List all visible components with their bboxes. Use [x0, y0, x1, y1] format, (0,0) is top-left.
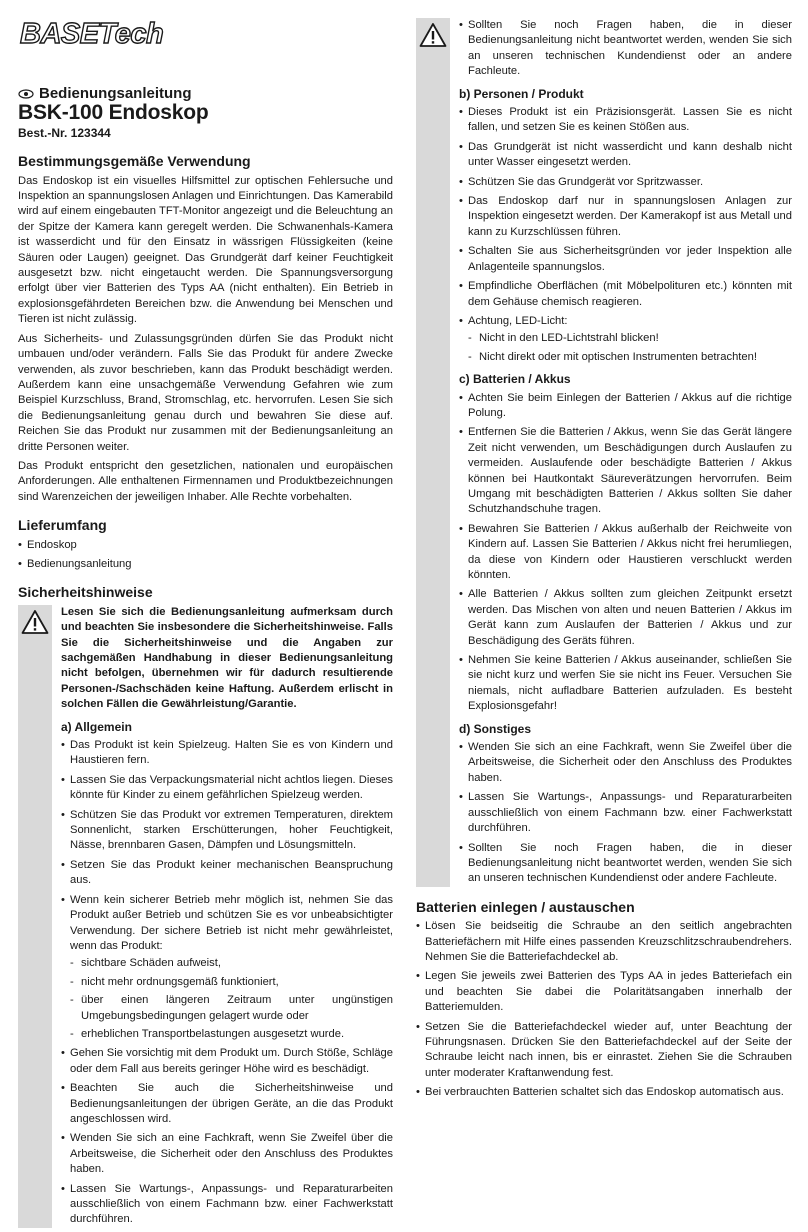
warning-icon	[21, 609, 49, 635]
list-item: • Lassen Sie Wartungs-, Anpassungs- und Reparaturarbeiten ausschließlich von einem Fachmann bzw. einer Fachwerkstatt durchführen.	[459, 790, 792, 836]
list-item: • Achten Sie beim Einlegen der Batterien / Akkus auf die richtige Polung.	[459, 391, 792, 422]
misc-heading: d) Sonstiges	[459, 721, 532, 736]
safety-intro: Lesen Sie sich die Bedienungsanleitung aufmerksam durch und beachten Sie insbesondere die Sicherheitshinweise. Falls Sie die Sicherheitshinweise und die Angaben zur sachgemäßen Handhabung in dieser Bedienungsanleitung nicht befolgen, übernehmen wir für dadurch resultierende Personen-/Sachschäden keine Haftung. Außerdem erlischt in solchen Fällen die Gewährleistung/Garantie.	[61, 605, 393, 711]
list-item: • Empfindliche Oberflächen (mit Möbelpolituren etc.) könnten mit dem Gehäuse chemisch reagieren.	[459, 279, 792, 310]
intended-use-paragraph: Das Endoskop ist ein visuelles Hilfsmittel zur optischen Fehlersuche und Inspektion an spannungslosen Anlagen und Einrichtungen. Das Kamerabild wird auf einem eingebauten TFT-Monitor angezeigt und die Beleuchtung an der Spitze der Kamera kann geregelt werden. Die Schwanenhals-Kamera ist wasserdicht und für den Einsatz in wässrigen Flüssigkeiten (keine Säuren oder Laugen) geeignet. Das Grundgerät darf keiner Feuchtigkeit ausgesetzt bzw. nicht eingetaucht werden. Die Spannungsversorgung erfolgt über vier Batterien des Typs AA (nicht enthalten). Ein Betrieb in explosionsgefährdeten Bereichen bzw. die Anwendung bei Menschen und Tieren ist nicht zulässig.	[18, 174, 393, 326]
persons-heading: b) Personen / Produkt	[459, 86, 584, 101]
eye-icon	[18, 89, 34, 99]
list-item: • Legen Sie jeweils zwei Batterien des Typs AA in jedes Batteriefach ein und beachten Sie dabei die Polaritätsangaben innerhalb der Batteriemulden.	[416, 969, 792, 1015]
list-item: • Schützen Sie das Produkt vor extremen Temperaturen, direktem Sonnenlicht, starken Erschütterungen, hoher Feuchtigkeit, Nässe, brennbaren Gasen, Dämpfen und Lösungsmitteln.	[61, 808, 393, 854]
warning-bar	[18, 605, 52, 1228]
intended-use-paragraph: Aus Sicherheits- und Zulassungsgründen dürfen Sie das Produkt nicht umbauen und/oder verändern. Falls Sie das Produkt für andere Zwecke verwenden, als zuvor beschrieben, kann das Produkt beschädigt werden. Außerdem kann eine unsachgemäße Verwendung Gefahren wie zum Beispiel Kurzschluss, Brand, Stromschlag, etc. hervorrufen. Lesen Sie sich die Bedienungsanleitung genau durch und bewahren Sie diese auf. Reichen Sie das Produkt nur zusammen mit der Bedienungsanleitung an dritte Personen weiter.	[18, 332, 393, 453]
list-item: • Lassen Sie das Verpackungsmaterial nicht achtlos liegen. Dieses könnte für Kinder zu einem gefährlichen Spielzeug werden.	[61, 773, 393, 804]
list-item: • Das Endoskop darf nur in spannungslosen Anlagen zur Inspektion eingesetzt werden. Der Kamerakopf ist aus Metall und kann zu Kurzschlüssen führen.	[459, 194, 792, 240]
list-item: • Gehen Sie vorsichtig mit dem Produkt um. Durch Stöße, Schläge oder dem Fall aus bereits geringer Höhe wird es beschädigt.	[61, 1046, 393, 1077]
list-item: • Wenden Sie sich an eine Fachkraft, wenn Sie Zweifel über die Arbeitsweise, die Sicherheit oder den Anschluss des Produktes haben.	[459, 740, 792, 786]
order-number: Best.-Nr. 123344	[18, 125, 111, 140]
general-list-continued	[459, 18, 792, 80]
list-item: • Schalten Sie aus Sicherheitsgründen vor jeder Inspektion alle Anlagenteile spannungslos.	[459, 244, 792, 275]
list-item: • Bedienungsanleitung	[18, 557, 393, 572]
list-item-text: Achtung, LED-Licht:	[468, 314, 568, 327]
sub-list-item: - sichtbare Schäden aufweist,	[70, 956, 393, 971]
list-item: • Das Produkt ist kein Spielzeug. Halten Sie es von Kindern und Haustieren fern.	[61, 738, 393, 769]
general-heading: a) Allgemein	[61, 719, 132, 734]
safety-warning-box-continued	[416, 18, 792, 887]
sub-list-item: - nicht mehr ordnungsgemäß funktioniert,	[70, 975, 393, 990]
basetech-logo	[18, 18, 246, 48]
general-list	[61, 738, 393, 1228]
sub-list-item: - über einen längeren Zeitraum unter ungünstigen Umgebungsbedingungen gelagert wurde oder	[70, 993, 393, 1024]
list-item: • Lösen Sie beidseitig die Schraube an den seitlich angebrachten Batteriefächern mit Hilfe eines passenden Kreuzschlitzschraubendrehers. Nehmen Sie die Batteriefachdeckel ab.	[416, 919, 792, 965]
list-item: • Bei verbrauchten Batterien schaltet sich das Endoskop automatisch aus.	[416, 1085, 792, 1100]
led-sublist	[468, 331, 792, 365]
sub-list-item: - erheblichen Transportbelastungen ausgesetzt wurde.	[70, 1027, 393, 1042]
misc-list	[459, 740, 792, 887]
safety-heading: Sicherheitshinweise	[18, 584, 153, 601]
list-item: • Alle Batterien / Akkus sollten zum gleichen Zeitpunkt ersetzt werden. Das Mischen von alten und neuen Batterien / Akkus im Gerät kann zum Auslaufen der Batterien / Akkus und zur Beschädigung des Geräts führen.	[459, 587, 792, 649]
list-item: • Lassen Sie Wartungs-, Anpassungs- und Reparaturarbeiten ausschließlich von einem Fachmann bzw. einer Fachwerkstatt durchführen.	[61, 1182, 393, 1228]
manual-label	[18, 86, 393, 101]
scope-list	[18, 538, 393, 573]
list-item: • Dieses Produkt ist ein Präzisionsgerät. Lassen Sie es nicht fallen, und setzen Sie es keinen Stößen aus.	[459, 105, 792, 136]
list-item: • Beachten Sie auch die Sicherheitshinweise und Bedienungsanleitungen der übrigen Geräte, an die das Produkt angeschlossen wird.	[61, 1081, 393, 1127]
list-item	[61, 893, 393, 1043]
manual-label-text: Bedienungsanleitung	[39, 85, 192, 102]
warning-bar	[416, 18, 450, 887]
scope-heading: Lieferumfang	[18, 517, 107, 534]
list-item: • Entfernen Sie die Batterien / Akkus, wenn Sie das Gerät längere Zeit nicht verwenden, um Beschädigungen durch Auslaufen zu vermeiden. Auslaufende oder beschädigte Batterien / Akkus können bei Hautkontakt Säureverätzungen hervorrufen. Beim Umgang mit beschädigten Batterien / Akkus sollten Sie daher Schutzhandschuhe tragen.	[459, 425, 792, 517]
intended-use-heading: Bestimmungsgemäße Verwendung	[18, 153, 251, 170]
product-title: BSK-100 Endoskop	[18, 101, 209, 125]
insert-batteries-list	[416, 919, 792, 1100]
sub-list-item: - Nicht direkt oder mit optischen Instrumenten betrachten!	[468, 350, 792, 365]
persons-list	[459, 105, 792, 365]
list-item: • Endoskop	[18, 538, 393, 553]
insert-batteries-heading: Batterien einlegen / austauschen	[416, 898, 635, 915]
condition-sublist	[70, 956, 393, 1042]
list-item	[459, 314, 792, 365]
intended-use-paragraph: Das Produkt entspricht den gesetzlichen, nationalen und europäischen Anforderungen. Alle enthaltenen Firmennamen und Produktbezeichnungen sind Warenzeichen der jeweiligen Inhaber. Alle Rechte vorbehalten.	[18, 459, 393, 503]
list-item: • Schützen Sie das Grundgerät vor Spritzwasser.	[459, 175, 792, 190]
list-item: • Das Grundgerät ist nicht wasserdicht und kann deshalb nicht unter Wasser eingesetzt werden.	[459, 140, 792, 171]
list-item: • Wenden Sie sich an eine Fachkraft, wenn Sie Zweifel über die Arbeitsweise, die Sicherheit oder den Anschluss des Produktes haben.	[61, 1131, 393, 1177]
batteries-list	[459, 391, 792, 715]
warning-icon	[419, 22, 447, 48]
list-item: • Sollten Sie noch Fragen haben, die in dieser Bedienungsanleitung nicht beantwortet werden, wenden Sie sich an unseren technischen Kundendienst oder an andere Fachleute.	[459, 18, 792, 80]
safety-warning-box	[18, 605, 393, 1228]
list-item: • Setzen Sie die Batteriefachdeckel wieder auf, unter Beachtung der Führungsnasen. Drücken Sie den Batteriefachdeckel auf der Seite der Schraube leicht nach innen, bis er einrastet. Ziehen Sie die Schrauben unter moderater Kraftanwendung fest.	[416, 1020, 792, 1082]
svg-text:BASETech: BASETech	[20, 18, 164, 48]
sub-list-item: - Nicht in den LED-Lichtstrahl blicken!	[468, 331, 792, 346]
list-item: • Setzen Sie das Produkt keiner mechanischen Beanspruchung aus.	[61, 858, 393, 889]
list-item-text: Wenn kein sicherer Betrieb mehr möglich ist, nehmen Sie das Produkt außer Betrieb und schützen Sie es vor unbeabsichtigter Verwendung. Der sichere Betrieb ist nicht mehr gewährleistet, wenn das Produkt:	[70, 893, 393, 952]
right-column	[416, 18, 792, 1105]
left-column	[18, 86, 393, 1232]
list-item: • Sollten Sie noch Fragen haben, die in dieser Bedienungsanleitung nicht beantwortet werden, wenden Sie sich an unseren technischen Kundendienst oder andere Fachleute.	[459, 841, 792, 887]
list-item: • Bewahren Sie Batterien / Akkus außerhalb der Reichweite von Kindern auf. Lassen Sie Batterien / Akkus nicht frei herumliegen, da diese von Kindern oder Haustieren verschluckt werden könnten.	[459, 522, 792, 584]
list-item: • Nehmen Sie keine Batterien / Akkus auseinander, schließen Sie sie nicht kurz und werfen Sie sie nicht ins Feuer. Versuchen Sie niemals, nicht aufladbare Batterien aufzuladen. Es besteht Explosionsgefahr!	[459, 653, 792, 715]
batteries-heading: c) Batterien / Akkus	[459, 372, 571, 387]
